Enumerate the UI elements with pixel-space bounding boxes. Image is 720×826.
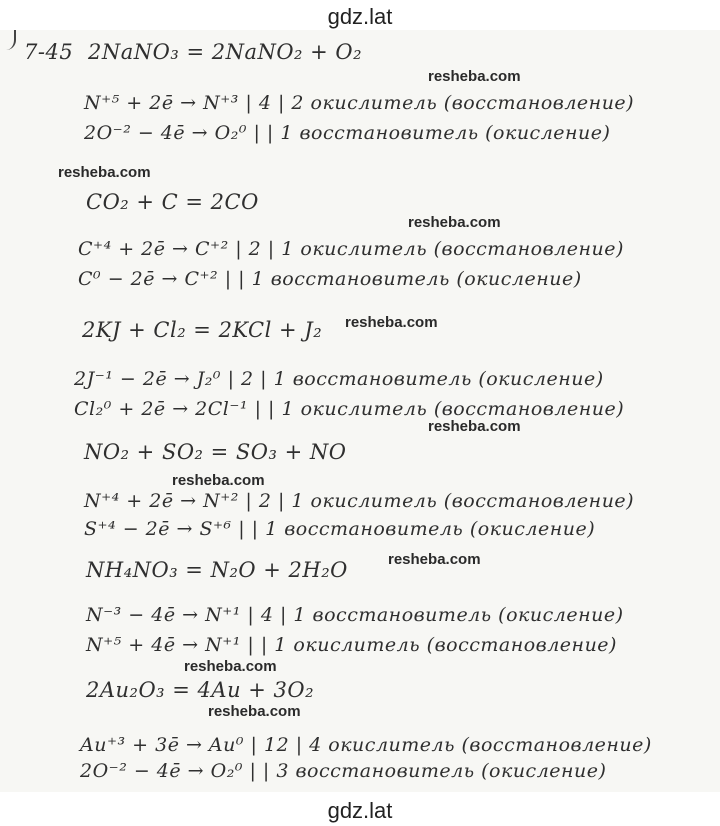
half-reaction-3a: 2J⁻¹ − 2ē → J₂⁰ | 2 | 1 восстановитель (окисление) — [74, 368, 604, 390]
watermark: resheba.com — [172, 472, 265, 489]
half-reaction-6b: 2O⁻² − 4ē → O₂⁰ | | 3 восстановитель (окисление) — [80, 760, 607, 782]
half-reaction-4a: N⁺⁴ + 2ē → N⁺² | 2 | 1 окислитель (восстановление) — [84, 490, 635, 512]
watermark: resheba.com — [58, 164, 151, 181]
site-header: gdz.lat — [327, 4, 393, 29]
equation-5: NH₄NO₃ = N₂O + 2H₂O — [86, 558, 348, 582]
watermark: resheba.com — [408, 214, 501, 231]
half-reaction-4b: S⁺⁴ − 2ē → S⁺⁶ | | 1 восстановитель (окисление) — [84, 518, 596, 540]
watermark: resheba.com — [428, 68, 521, 85]
equation-3: 2KJ + Cl₂ = 2KCl + J₂ — [82, 318, 323, 342]
watermark: resheba.com — [388, 551, 481, 568]
equation-4: NO₂ + SO₂ = SO₃ + NO — [84, 440, 347, 464]
half-reaction-3b: Cl₂⁰ + 2ē → 2Cl⁻¹ | | 1 окислитель (восстановление) — [74, 398, 625, 420]
half-reaction-2b: C⁰ − 2ē → C⁺² | | 1 восстановитель (окисление) — [78, 268, 582, 290]
half-reaction-5a: N⁻³ − 4ē → N⁺¹ | 4 | 1 восстановитель (окисление) — [86, 604, 624, 626]
task-number: 7-45 — [24, 40, 74, 64]
equation-2: CO₂ + C = 2CO — [86, 190, 259, 214]
site-footer: gdz.lat — [327, 798, 393, 823]
watermark: resheba.com — [184, 658, 277, 675]
half-reaction-1a: N⁺⁵ + 2ē → N⁺³ | 4 | 2 окислитель (восстановление) — [84, 92, 635, 114]
watermark: resheba.com — [345, 314, 438, 331]
watermark: resheba.com — [428, 418, 521, 435]
equation-1: 2NaNO₃ = 2NaNO₂ + O₂ — [88, 40, 363, 64]
half-reaction-5b: N⁺⁵ + 4ē → N⁺¹ | | 1 окислитель (восстановление) — [86, 634, 617, 656]
equation-6: 2Au₂O₃ = 4Au + 3O₂ — [86, 678, 315, 702]
half-reaction-1b: 2O⁻² − 4ē → O₂⁰ | | 1 восстановитель (окисление) — [84, 122, 611, 144]
half-reaction-6a: Au⁺³ + 3ē → Au⁰ | 12 | 4 окислитель (восстановление) — [80, 734, 652, 756]
half-reaction-2a: C⁺⁴ + 2ē → C⁺² | 2 | 1 окислитель (восстановление) — [78, 238, 624, 260]
watermark: resheba.com — [208, 703, 301, 720]
